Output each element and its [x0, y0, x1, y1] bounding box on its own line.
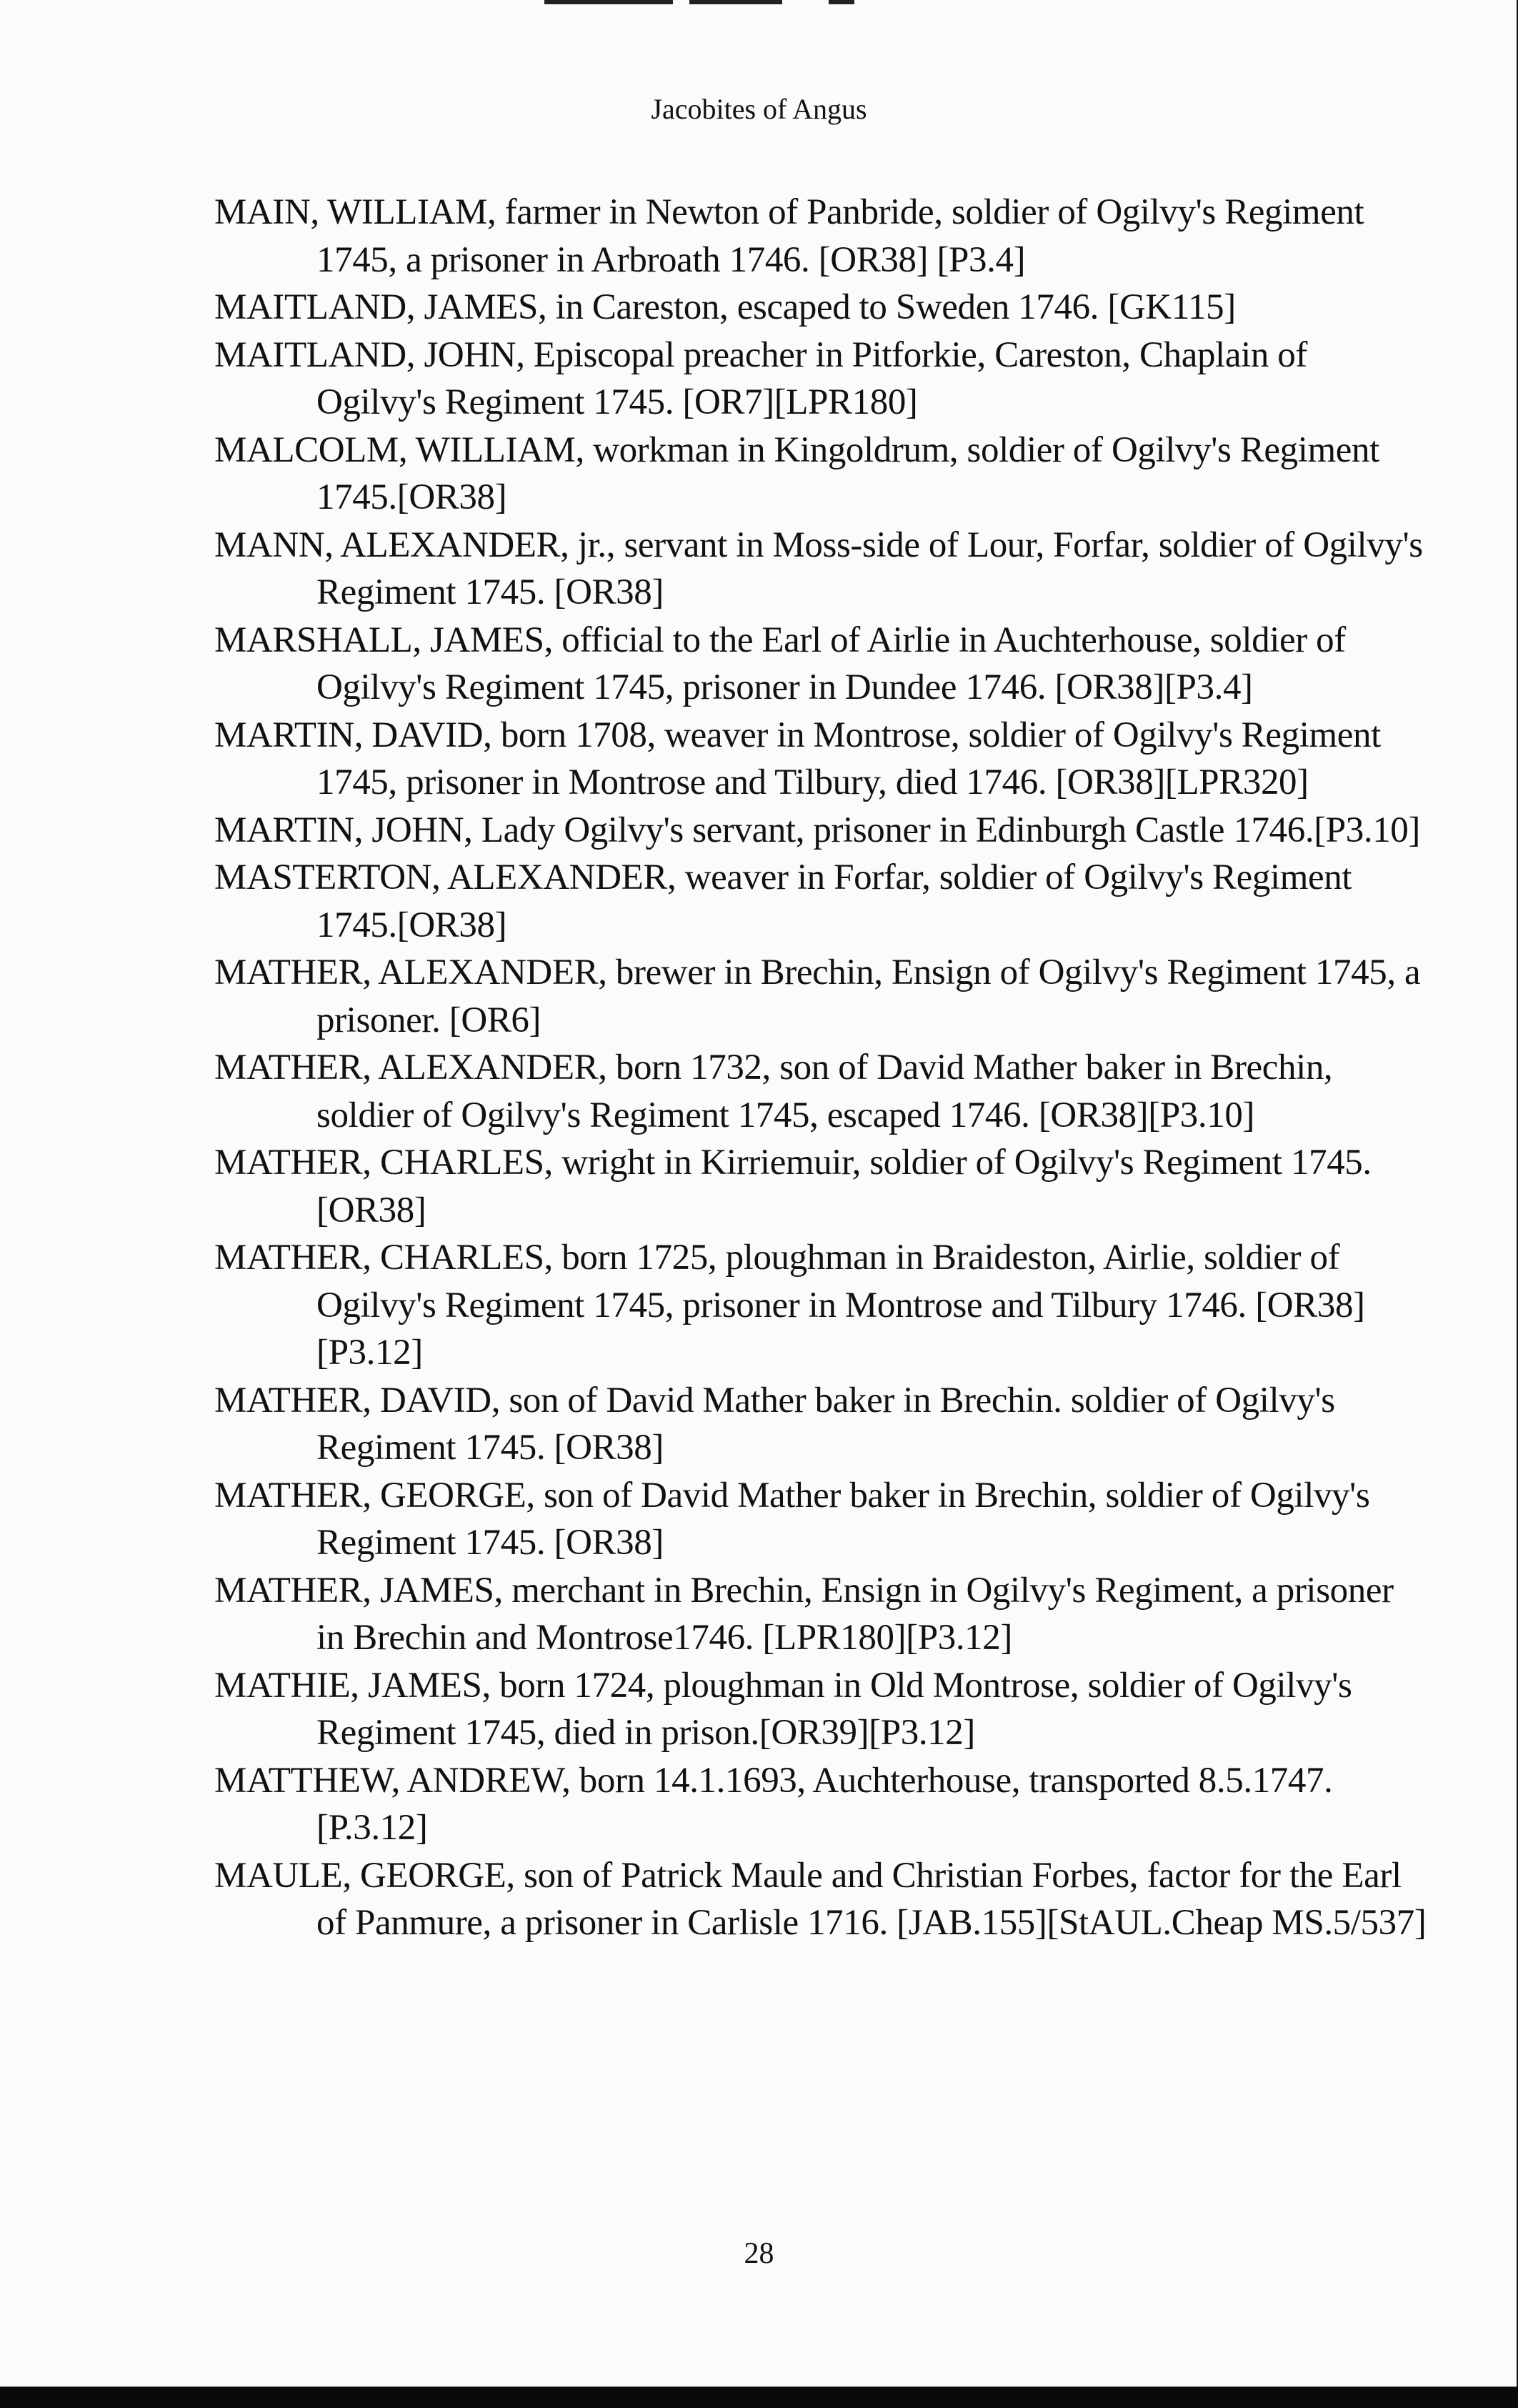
list-item: MATTHEW, ANDREW, born 14.1.1693, Auchterhouse, transported 8.5.1747.[P.3.12] — [214, 1760, 1333, 1848]
list-item: MATHER, CHARLES, born 1725, ploughman in Braideston, Airlie, soldier of Ogilvy's Regiment 1745, prisoner in Montrose and Tilbury 1746. [OR38][P3.12] — [214, 1238, 1365, 1373]
list-item: MATHER, GEORGE, son of David Mather baker in Brechin, soldier of Ogilvy's Regiment 1745. [OR38] — [214, 1475, 1370, 1563]
list-item: MANN, ALEXANDER, jr., servant in Moss-side of Lour, Forfar, soldier of Ogilvy's Regiment 1745. [OR38] — [214, 524, 1423, 612]
scan-artifact — [829, 0, 854, 4]
list-item: MASTERTON, ALEXANDER, weaver in Forfar, soldier of Ogilvy's Regiment 1745.[OR38] — [214, 857, 1352, 945]
list-item: MARTIN, DAVID, born 1708, weaver in Montrose, soldier of Ogilvy's Regiment 1745, prisoner in Montrose and Tilbury, died 1746. [OR38][LPR320] — [214, 715, 1381, 802]
list-item: MATHER, ALEXANDER, born 1732, son of David Mather baker in Brechin, soldier of Ogilvy's Regiment 1745, escaped 1746. [OR38][P3.10] — [214, 1048, 1333, 1135]
list-item: MAITLAND, JOHN, Episcopal preacher in Pitforkie, Careston, Chaplain of Ogilvy's Regiment 1745. [OR7][LPR180] — [214, 334, 1307, 422]
list-item: MATHER, ALEXANDER, brewer in Brechin, Ensign of Ogilvy's Regiment 1745, a prisoner. [OR6] — [214, 952, 1421, 1040]
page-number: 28 — [744, 2237, 774, 2270]
scan-artifact — [689, 0, 782, 4]
list-item: MARTIN, JOHN, Lady Ogilvy's servant, prisoner in Edinburgh Castle 1746.[P3.10] — [214, 810, 1420, 850]
running-head: Jacobites of Angus — [651, 93, 867, 125]
list-item: MALCOLM, WILLIAM, workman in Kingoldrum, soldier of Ogilvy's Regiment 1745.[OR38] — [214, 429, 1379, 517]
list-item: MATHER, JAMES, merchant in Brechin, Ensign in Ogilvy's Regiment, a prisoner in Brechin and Montrose1746. [LPR180][P3.12] — [214, 1570, 1394, 1658]
list-item: MAIN, WILLIAM, farmer in Newton of Panbride, soldier of Ogilvy's Regiment 1745, a prisoner in Arbroath 1746. [OR38] [P3.4] — [214, 192, 1364, 280]
list-item: MATHER, CHARLES, wright in Kirriemuir, soldier of Ogilvy's Regiment 1745. [OR38] — [214, 1143, 1372, 1230]
list-item: MAULE, GEORGE, son of Patrick Maule and Christian Forbes, factor for the Earl of Panmure, a prisoner in Carlisle 1716. [JAB.155][StAUL.Cheap MS.5/537] — [214, 1855, 1427, 1943]
list-item: MAITLAND, JAMES, in Careston, escaped to Sweden 1746. [GK115] — [214, 287, 1236, 327]
entry-list — [214, 189, 1429, 1947]
list-item: MATHER, DAVID, son of David Mather baker in Brechin. soldier of Ogilvy's Regiment 1745. [OR38] — [214, 1380, 1335, 1468]
scan-border — [0, 2387, 1518, 2408]
list-item: MARSHALL, JAMES, official to the Earl of Airlie in Auchterhouse, soldier of Ogilvy's Regiment 1745, prisoner in Dundee 1746. [OR38][P3.4] — [214, 620, 1346, 707]
scan-artifact — [544, 0, 673, 4]
list-item: MATHIE, JAMES, born 1724, ploughman in Old Montrose, soldier of Ogilvy's Regiment 1745, died in prison.[OR39][P3.12] — [214, 1665, 1352, 1753]
